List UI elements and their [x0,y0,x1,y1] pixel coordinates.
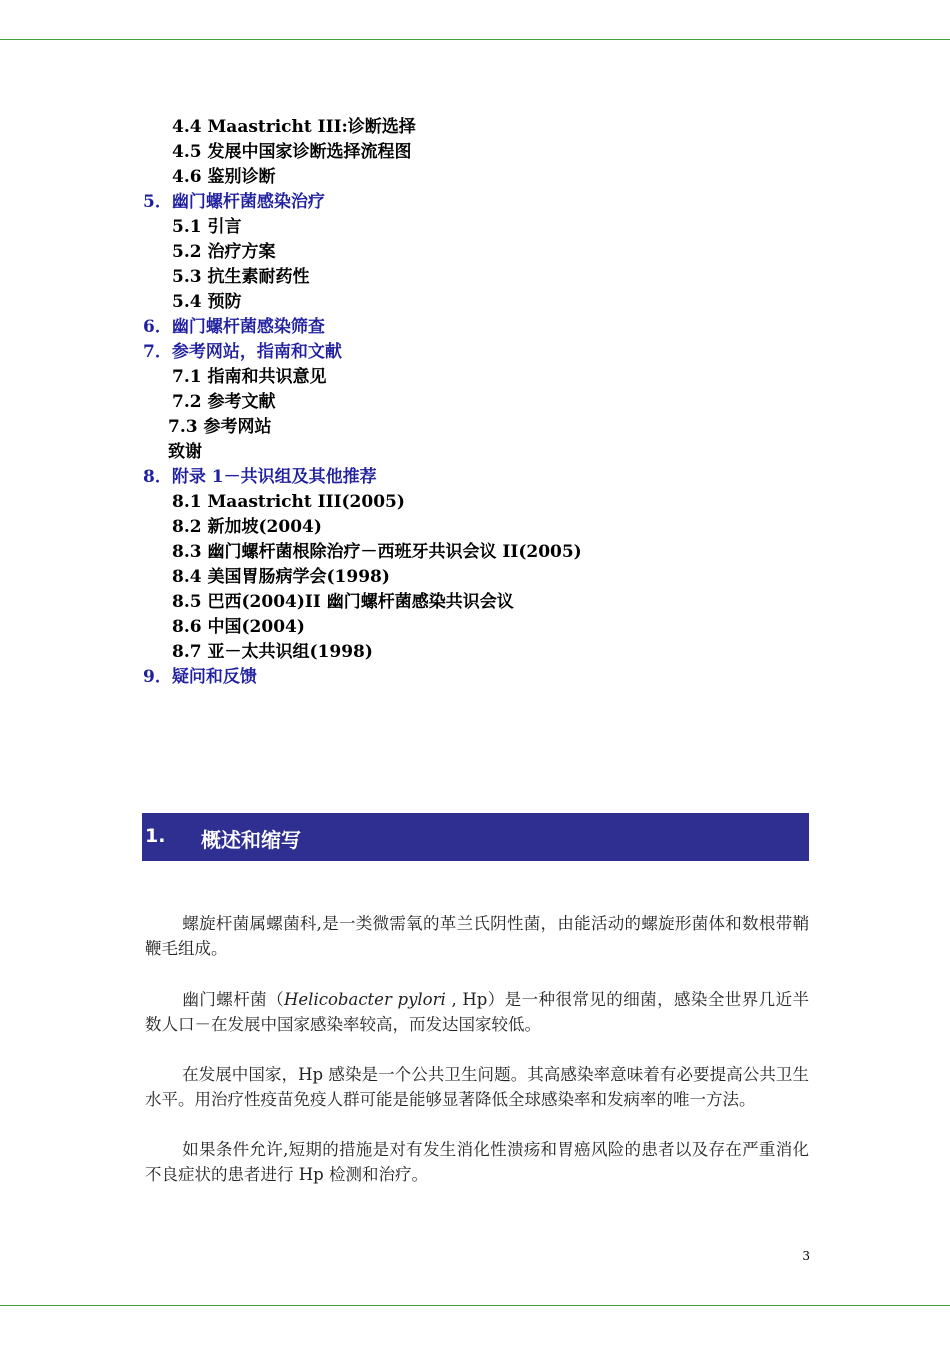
paragraph-text: 如果条件允许,短期的措施是对有发生消化性溃疡和胃癌风险的患者以及存在严重消化不良症状的患者进行 Hp 检测和治疗。 [145,1140,809,1184]
toc-item[interactable]: 5.2 治疗方案 [172,242,276,262]
toc-item[interactable]: 8.6 中国(2004) [172,617,305,637]
toc-item[interactable]: 4.5 发展中国家诊断选择流程图 [172,142,412,162]
page-number: 3 [802,1249,810,1263]
toc-section[interactable]: 5．幽门螺杆菌感染治疗 [143,192,325,212]
species-name: Helicobacter pylori [284,990,446,1009]
toc-section[interactable]: 9．疑问和反馈 [143,667,257,687]
toc-item[interactable]: 8.5 巴西(2004)II 幽门螺杆菌感染共识会议 [172,592,514,612]
header-rule [0,39,950,40]
toc-item[interactable]: 8.3 幽门螺杆菌根除治疗－西班牙共识会议 II(2005) [172,542,582,562]
toc-item[interactable]: 5.4 预防 [172,292,242,312]
toc-section[interactable]: 8．附录 1－共识组及其他推荐 [143,467,377,487]
paragraph-public-health [145,1062,809,1112]
toc-item[interactable]: 5.1 引言 [172,217,242,237]
paragraph-text: 在发展中国家，Hp 感染是一个公共卫生问题。其高感染率意味着有必要提高公共卫生水平。用治疗性疫苗免疫人群可能是能够显著降低全球感染率和发病率的唯一方法。 [145,1065,809,1109]
toc-section[interactable]: 6．幽门螺杆菌感染筛查 [143,317,325,337]
toc-item[interactable]: 8.4 美国胃肠病学会(1998) [172,567,390,587]
toc-item[interactable]: 8.2 新加坡(2004) [172,517,322,537]
section-title: 概述和缩写 [201,828,301,852]
footer-rule [0,1305,950,1306]
toc-item[interactable]: 5.3 抗生素耐药性 [172,267,310,287]
toc-section[interactable]: 7．参考网站，指南和文献 [143,342,342,362]
section-heading-bar [142,813,809,861]
toc-item[interactable]: 致谢 [168,442,202,462]
paragraph-helicobacter [145,987,809,1037]
paragraph-intro [145,911,809,961]
toc-item[interactable]: 8.7 亚－太共识组(1998) [172,642,373,662]
toc-item[interactable]: 7.2 参考文献 [172,392,276,412]
toc-item[interactable]: 4.6 鉴别诊断 [172,167,276,187]
toc-item[interactable]: 7.1 指南和共识意见 [172,367,327,387]
section-number: 1. [145,825,166,847]
paragraph-text: 幽门螺杆菌（ [182,990,285,1009]
toc-item[interactable]: 7.3 参考网站 [168,417,272,437]
toc-item[interactable]: 8.1 Maastricht III(2005) [172,492,405,512]
paragraph-text: , Hp）是一种很常见的细菌，感染全世界几近半数人口－在发展中国家感染率较高，而发达国家较低。 [145,990,810,1034]
toc-item[interactable]: 4.4 Maastricht III:诊断选择 [172,117,416,137]
paragraph-text: 螺旋杆菌属螺菌科,是一类微需氧的革兰氏阴性菌，由能活动的螺旋形菌体和数根带鞘鞭毛组成。 [145,914,809,958]
paragraph-short-term [145,1137,809,1187]
